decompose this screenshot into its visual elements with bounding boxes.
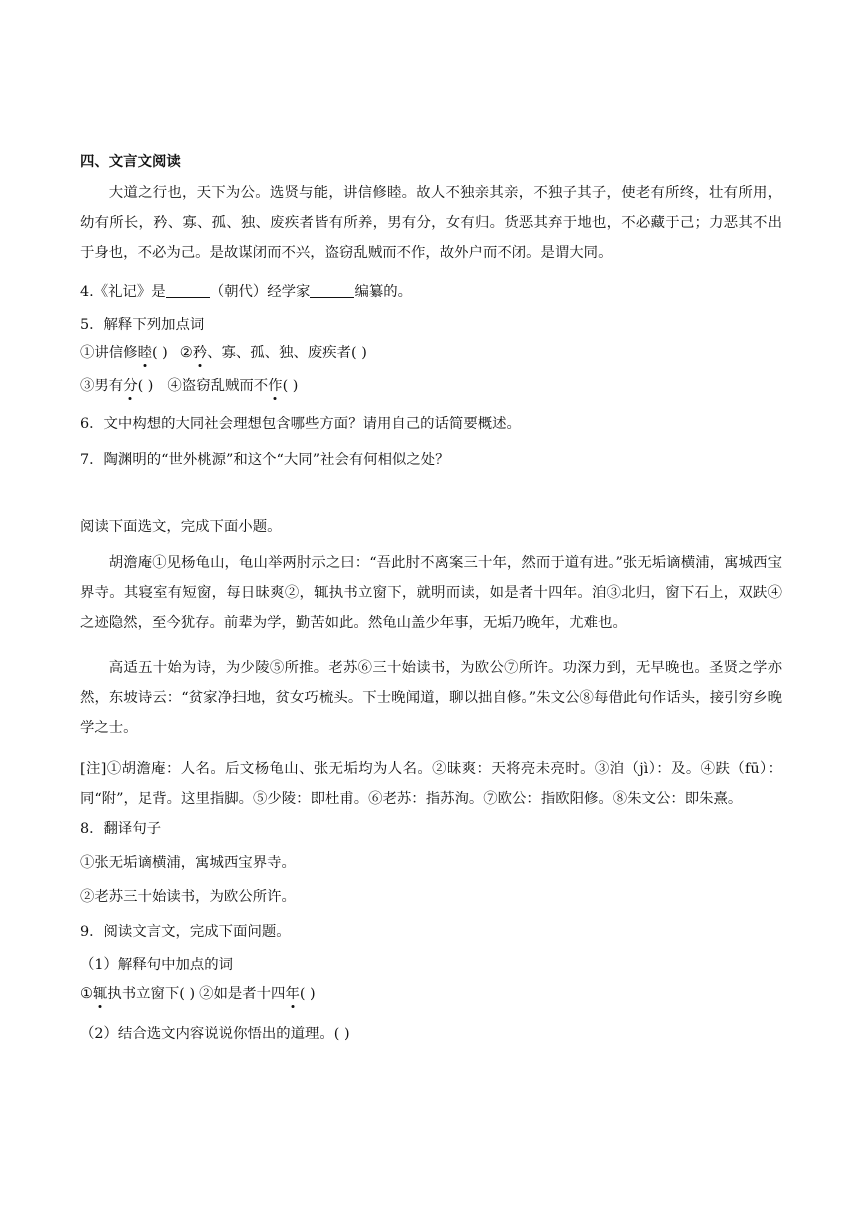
reading-paragraph-1: 胡澹庵①见杨龟山，龟山举两肘示之曰：“吾此肘不离案三十年，然而于道有进。”张无垢谪横浦，寓城西宝界寺。其寝室有短窗，每日昧爽②，辄执书立窗下，就明而读，如是者十四年。洎③北归，窗下石上，双趺④之迹隐然，至今犹存。前辈为学，勤苦如此。然龟山盖少年事，无垢乃晚年，尤难也。 — [80, 555, 782, 631]
question-8-title: 8．翻译句子 — [80, 821, 162, 837]
dotted-word: 作 — [268, 378, 283, 394]
question-9-words: ①辄执书立窗下( ) ②如是者十四年( ) — [80, 986, 316, 1002]
question-9-sub-2: （2）结合选文内容说说你悟出的道理。( ) — [80, 1026, 350, 1042]
passage-text: 大道之行也，天下为公。选贤与能，讲信修睦。故人不独亲其亲，不独子其子，使老有所终，壮有所用，幼有所长，矜、寡、孤、独、废疾者皆有所养，男有分，女有归。货恶其弃于地也，不必藏于己；力恶其不出于身也，不必为己。是故谋闭而不兴，盗窃乱贼而不作，故外户而不闭。是谓大同。 — [80, 185, 782, 261]
answer-blank[interactable] — [310, 283, 354, 298]
reading-intro: 阅读下面选文，完成下面小题。 — [80, 519, 282, 535]
question-8-sentence-1: ①张无垢谪横浦，寓城西宝界寺。 — [80, 855, 296, 871]
reading-notes: [注]①胡澹庵：人名。后文杨龟山、张无垢均为人名。②昧爽：天将亮未亮时。③洎（jì）：及。④趺（fū）：同“附”，足背。这里指脚。⑤少陵：即杜甫。⑥老苏：指苏洵。⑦欧公：指欧阳修。⑧朱文公：即朱熹。 — [80, 761, 782, 807]
question-9-title: 9．阅读文言文，完成下面问题。 — [80, 924, 291, 940]
section-heading: 四、文言文阅读 — [80, 153, 181, 170]
question-9-sub-1: （1）解释句中加点的词 — [80, 957, 234, 973]
dotted-word: 辄 — [92, 986, 108, 1002]
question-4: 4.《礼记》是 （朝代）经学家 编纂的。 — [80, 284, 413, 300]
dotted-word: 年 — [285, 986, 300, 1002]
question-7: 7．陶渊明的“世外桃源”和这个“大同”社会有何相似之处？ — [80, 452, 450, 468]
reading-paragraph-2: 高适五十始为诗，为少陵⑤所推。老苏⑥三十始读书，为欧公⑦所许。功深力到，无早晚也。圣贤之学亦然，东坡诗云：“贫家净扫地，贫女巧梳头。下士晚闻道，聊以拙自修。”朱文公⑧每借此句作话头，接引穷乡晚学之士。 — [80, 660, 782, 736]
dotted-word: 矜 — [192, 345, 208, 361]
answer-blank[interactable] — [166, 283, 210, 298]
question-6: 6．文中构想的大同社会理想包含哪些方面？请用自己的话简要概述。 — [80, 416, 521, 432]
dotted-word: 睦 — [137, 345, 152, 361]
question-5-row-2: ③男有分( ) ④盗窃乱贼而不作( ) — [80, 378, 299, 394]
question-5-row-1: ①讲信修睦( ) ②矜、寡、孤、独、废疾者( ) — [80, 345, 367, 361]
question-5-title: 5．解释下列加点词 — [80, 317, 205, 333]
question-8-sentence-2: ②老苏三十始读书，为欧公所许。 — [80, 889, 296, 905]
dotted-word: 分 — [123, 378, 138, 394]
